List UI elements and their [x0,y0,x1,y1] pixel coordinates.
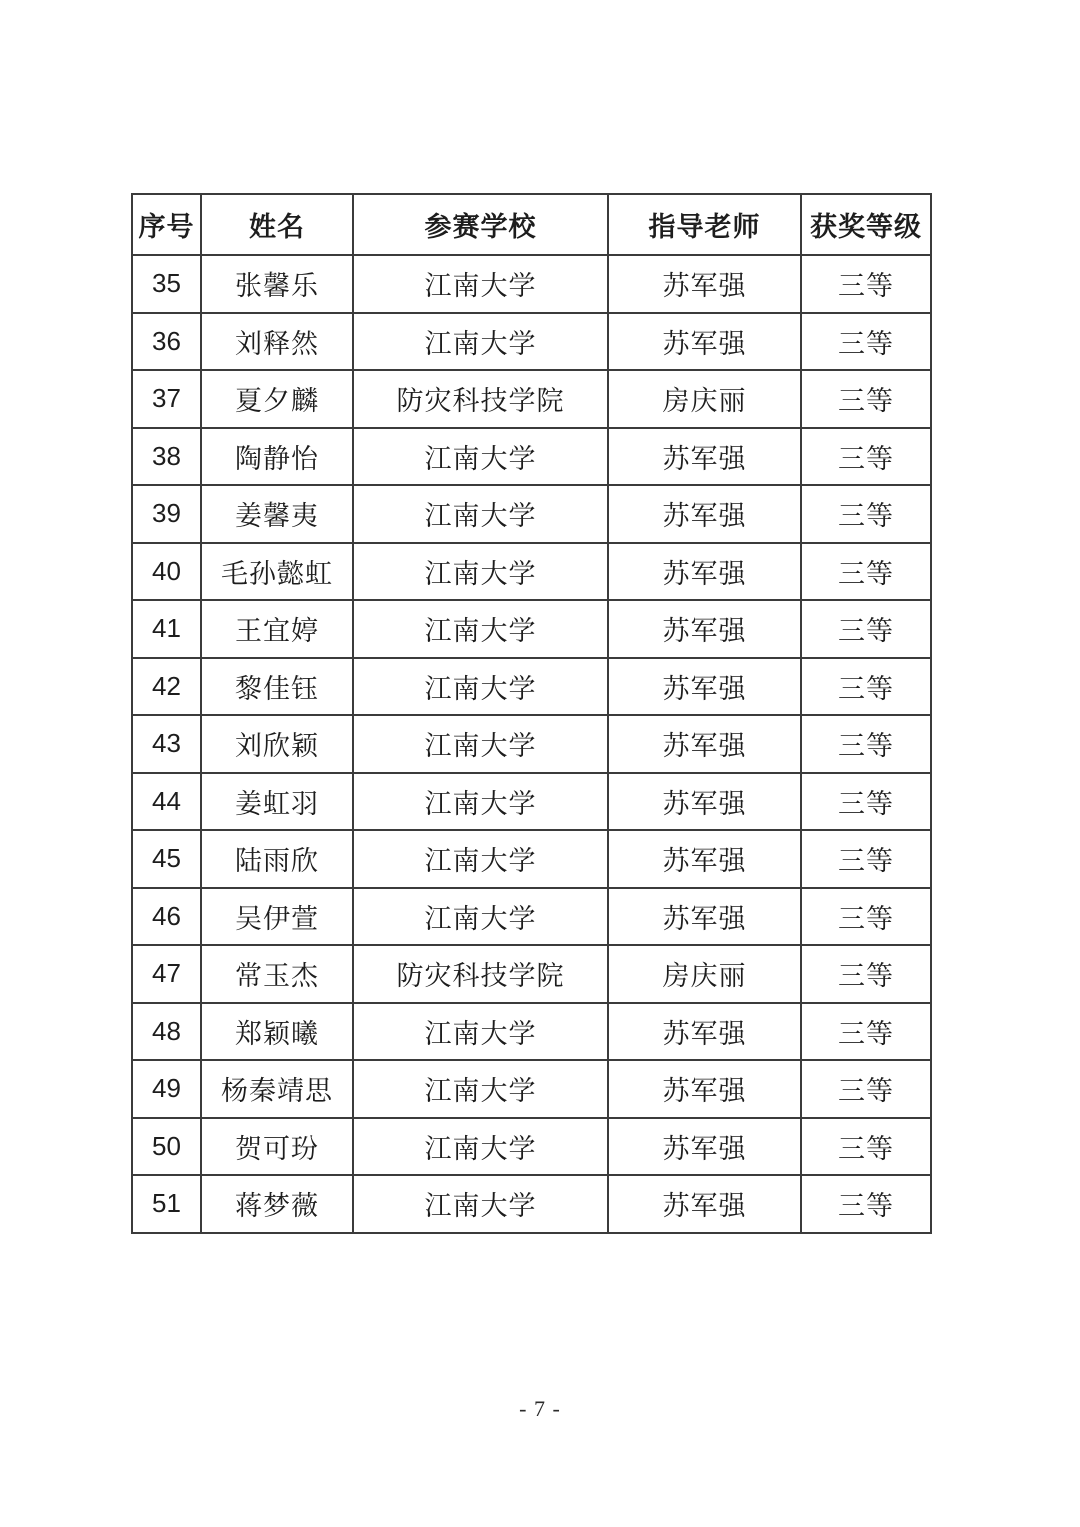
award-cell: 三等 [801,658,931,716]
teacher-cell: 苏军强 [608,428,801,486]
school-cell: 江南大学 [353,1175,608,1233]
award-cell: 三等 [801,255,931,313]
table-row [132,715,931,773]
award-cell: 三等 [801,485,931,543]
seq-cell: 48 [132,1003,201,1061]
award-cell: 三等 [801,1118,931,1176]
seq-cell: 42 [132,658,201,716]
table-row [132,1003,931,1061]
school-cell: 江南大学 [353,313,608,371]
seq-cell: 43 [132,715,201,773]
teacher-cell: 苏军强 [608,600,801,658]
teacher-cell: 苏军强 [608,485,801,543]
school-cell: 江南大学 [353,715,608,773]
teacher-cell: 苏军强 [608,1003,801,1061]
award-cell: 三等 [801,1175,931,1233]
teacher-cell: 苏军强 [608,830,801,888]
table-row [132,888,931,946]
school-cell: 江南大学 [353,1118,608,1176]
award-table [131,193,932,1234]
teacher-cell: 苏军强 [608,658,801,716]
table-row [132,1175,931,1233]
name-cell: 王宜婷 [201,600,353,658]
name-cell: 杨秦靖思 [201,1060,353,1118]
name-cell: 贺可玢 [201,1118,353,1176]
school-cell: 防灾科技学院 [353,370,608,428]
award-cell: 三等 [801,715,931,773]
teacher-cell: 苏军强 [608,255,801,313]
award-cell: 三等 [801,1003,931,1061]
name-cell: 刘欣颖 [201,715,353,773]
seq-cell: 38 [132,428,201,486]
name-cell: 姜虹羽 [201,773,353,831]
school-cell: 江南大学 [353,830,608,888]
header-award: 获奖等级 [801,194,931,255]
table-row [132,830,931,888]
award-cell: 三等 [801,600,931,658]
award-cell: 三等 [801,888,931,946]
award-cell: 三等 [801,313,931,371]
teacher-cell: 苏军强 [608,773,801,831]
table-row [132,600,931,658]
name-cell: 姜馨夷 [201,485,353,543]
school-cell: 江南大学 [353,773,608,831]
award-cell: 三等 [801,428,931,486]
seq-cell: 51 [132,1175,201,1233]
header-name: 姓名 [201,194,353,255]
table-row [132,543,931,601]
teacher-cell: 苏军强 [608,313,801,371]
school-cell: 防灾科技学院 [353,945,608,1003]
seq-cell: 36 [132,313,201,371]
table-row [132,1060,931,1118]
table-row [132,255,931,313]
teacher-cell: 苏军强 [608,715,801,773]
award-cell: 三等 [801,830,931,888]
seq-cell: 37 [132,370,201,428]
table-row [132,1118,931,1176]
table-row [132,428,931,486]
award-cell: 三等 [801,1060,931,1118]
school-cell: 江南大学 [353,255,608,313]
school-cell: 江南大学 [353,888,608,946]
header-teacher: 指导老师 [608,194,801,255]
table-row [132,370,931,428]
seq-cell: 46 [132,888,201,946]
teacher-cell: 房庆丽 [608,945,801,1003]
name-cell: 张馨乐 [201,255,353,313]
seq-cell: 35 [132,255,201,313]
name-cell: 陆雨欣 [201,830,353,888]
name-cell: 毛孙懿虹 [201,543,353,601]
teacher-cell: 苏军强 [608,1175,801,1233]
school-cell: 江南大学 [353,1060,608,1118]
teacher-cell: 房庆丽 [608,370,801,428]
seq-cell: 39 [132,485,201,543]
name-cell: 夏夕麟 [201,370,353,428]
school-cell: 江南大学 [353,543,608,601]
school-cell: 江南大学 [353,485,608,543]
header-row [132,194,931,255]
school-cell: 江南大学 [353,600,608,658]
seq-cell: 40 [132,543,201,601]
table-row [132,485,931,543]
award-cell: 三等 [801,543,931,601]
table-row [132,773,931,831]
name-cell: 陶静怡 [201,428,353,486]
name-cell: 吴伊萱 [201,888,353,946]
teacher-cell: 苏军强 [608,888,801,946]
table-row [132,658,931,716]
header-school: 参赛学校 [353,194,608,255]
award-cell: 三等 [801,370,931,428]
seq-cell: 44 [132,773,201,831]
award-cell: 三等 [801,945,931,1003]
school-cell: 江南大学 [353,658,608,716]
seq-cell: 47 [132,945,201,1003]
table-row [132,313,931,371]
table-row [132,945,931,1003]
school-cell: 江南大学 [353,1003,608,1061]
name-cell: 蒋梦薇 [201,1175,353,1233]
name-cell: 郑颖曦 [201,1003,353,1061]
teacher-cell: 苏军强 [608,1060,801,1118]
teacher-cell: 苏军强 [608,543,801,601]
school-cell: 江南大学 [353,428,608,486]
header-seq: 序号 [132,194,201,255]
name-cell: 黎佳钰 [201,658,353,716]
award-cell: 三等 [801,773,931,831]
seq-cell: 41 [132,600,201,658]
teacher-cell: 苏军强 [608,1118,801,1176]
seq-cell: 50 [132,1118,201,1176]
seq-cell: 45 [132,830,201,888]
page-number: - 7 - [519,1396,561,1421]
seq-cell: 49 [132,1060,201,1118]
name-cell: 常玉杰 [201,945,353,1003]
name-cell: 刘释然 [201,313,353,371]
